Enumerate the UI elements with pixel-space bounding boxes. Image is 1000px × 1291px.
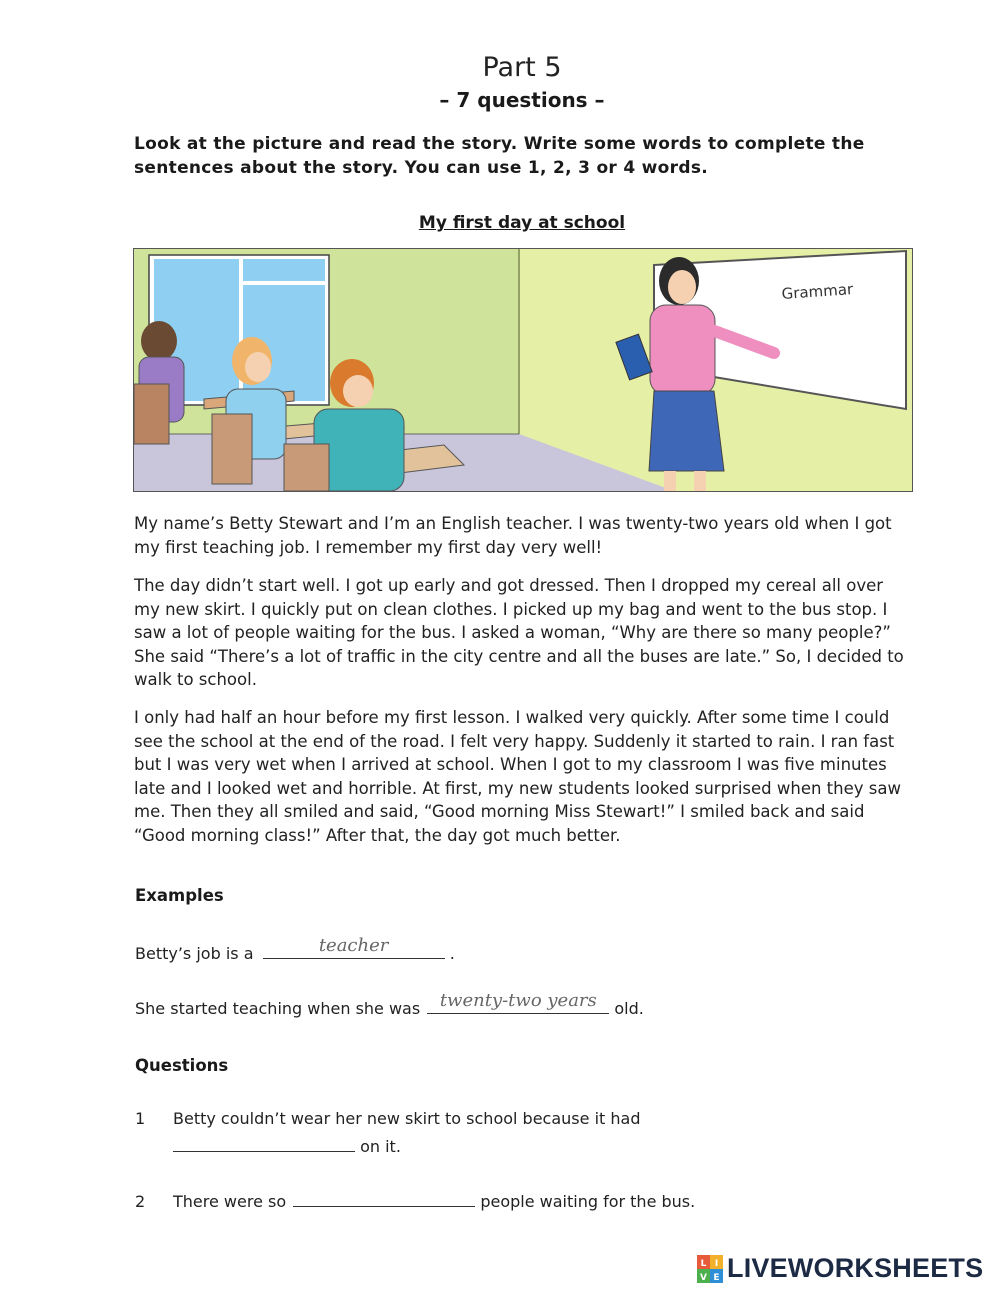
question-number: 1	[135, 1109, 146, 1128]
liveworksheets-logo	[697, 1254, 997, 1284]
questions-heading: Questions	[135, 1056, 229, 1075]
story-paragraph: My name’s Betty Stewart and I’m an English teacher. I was twenty-two years old when I got my first teaching job. I remember my first day very well!	[134, 514, 892, 557]
logo-badge-letter: E	[713, 1273, 720, 1283]
story-paragraph: The day didn’t start well. I got up early and got dressed. Then I dropped my cereal all over my new skirt. I quickly put on clean clothes. I picked up my bag and went to the bus stop. I saw a lot of people waiting for the bus. I asked a woman, “Why are there so many people?” She said “There’s a lot of traffic in the city centre and all the buses are late.” So, I decided to walk to school.	[134, 576, 904, 689]
classroom-illustration	[133, 248, 913, 492]
page-title: Part 5	[482, 52, 562, 83]
logo-badge-letter: V	[700, 1273, 707, 1283]
board-text: Grammar	[781, 280, 854, 303]
example-answer: twenty-two years	[439, 990, 597, 1011]
page-subtitle: – 7 questions –	[439, 88, 605, 112]
example-text-before: She started teaching when she was	[135, 999, 421, 1018]
story-paragraph: I only had half an hour before my first lesson. I walked very quickly. After some time I could see the school at the end of the road. I felt very happy. Suddenly it started to rain. I ran fast but I was very wet when I arrived at school. When I got to my classroom I was five minutes late and I looked wet and horrible. At first, my new students looked surprised when they saw me. Then they all smiled and said, “Good morning Miss Stewart!” I smiled back and said “Good morning class!” After that, the day got much better.	[134, 708, 901, 845]
logo-badge-letter: L	[700, 1259, 707, 1269]
question-1-answer-field[interactable]	[173, 1133, 355, 1152]
question-text-before: Betty couldn’t wear her new skirt to school because it had	[173, 1109, 641, 1128]
question-item	[135, 1188, 835, 1211]
question-item	[135, 1109, 835, 1128]
question-text-after: people waiting for the bus.	[480, 1192, 696, 1211]
logo-text: LIVEWORKSHEETS	[727, 1253, 984, 1283]
example-text-after: .	[449, 944, 455, 963]
logo-badge-letter: I	[714, 1259, 719, 1269]
example-sentence	[135, 990, 644, 1018]
example-sentence	[135, 935, 455, 963]
question-number: 2	[135, 1192, 146, 1211]
question-text-after: on it.	[360, 1137, 401, 1156]
question-2-answer-field[interactable]	[293, 1188, 475, 1207]
question-answer-line	[173, 1133, 401, 1156]
example-text-before: Betty’s job is a	[135, 944, 254, 963]
examples-heading: Examples	[135, 886, 224, 905]
instructions: Look at the picture and read the story. Write some words to complete the sentences about the story. You can use 1, 2, 3 or 4 words.	[134, 134, 865, 178]
example-answer-field	[427, 990, 609, 1014]
example-answer: teacher	[318, 935, 389, 956]
question-text-before: There were so	[173, 1192, 287, 1211]
story-title: My first day at school	[418, 213, 626, 233]
example-answer-field	[263, 935, 445, 959]
example-text-after: old.	[614, 999, 644, 1018]
logo-badge-icon	[697, 1255, 723, 1283]
